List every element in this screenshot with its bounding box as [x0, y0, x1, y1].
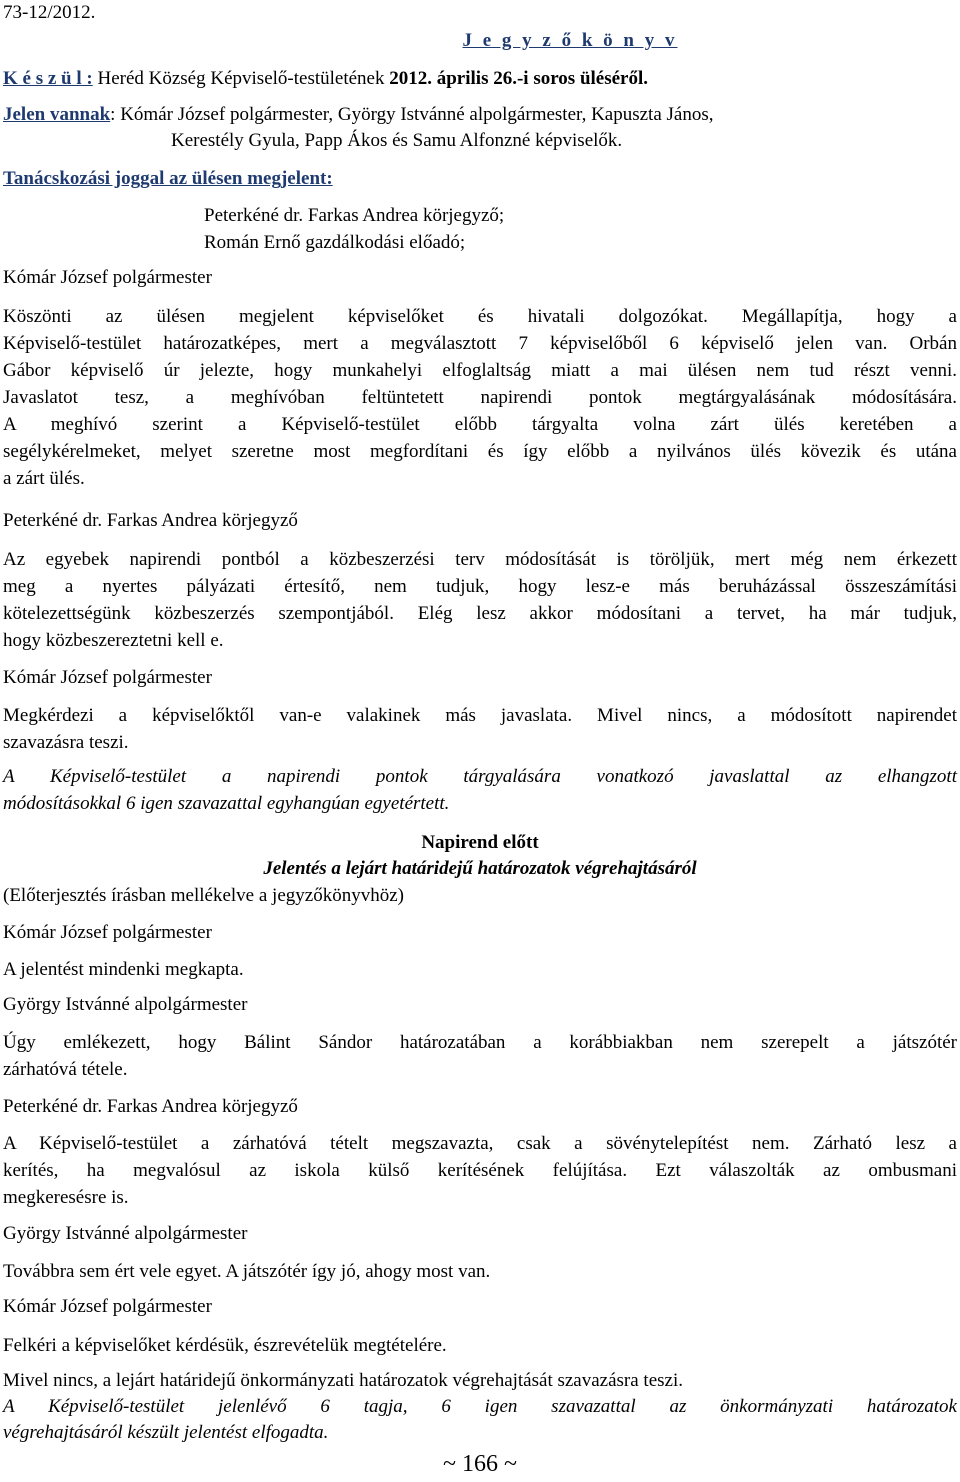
tanacs-line-2: Román Ernő gazdálkodási előadó; [204, 232, 466, 253]
paragraph-2-line-1: Az egyebek napirendi pontból a közbeszerzési terv módosítását is töröljük, mert még nem érkezett [3, 549, 957, 570]
paragraph-1-line-5: A meghívó szerint a Képviselő-testület előbb tárgyalta volna zárt ülés keretében a [3, 414, 957, 435]
paragraph-7-line-3: megkeresésre is. [3, 1187, 129, 1208]
paragraph-2-line-4: hogy közbeszereztetni kell e. [3, 630, 224, 651]
paragraph-1-line-4: Javaslatot tesz, a meghívóban feltüntetett napirendi pontok megtárgyalásának módosítására. [3, 387, 957, 408]
document-number: 73-12/2012. [3, 2, 96, 23]
agenda-subheading: Jelentés a lejárt határidejű határozatok végrehajtásáról [263, 858, 697, 879]
keszul-label: K é s z ü l : [3, 68, 93, 89]
paragraph-1-line-1: Köszönti az ülésen megjelent képviselőket és hivatali dolgozókat. Megállapítja, hogy a [3, 306, 957, 327]
resolution-1-line-2: módosításokkal 6 igen szavazattal egyhangúan egyetértett. [3, 793, 450, 814]
paragraph-7-line-2: kerítés, ha megvalósul az iskola külső kerítésének felújítása. Ezt válaszolták az ombusmani [3, 1160, 957, 1181]
jelen-label: Jelen vannak [3, 104, 111, 125]
resolution-2-line-2: végrehajtásáról készült jelentést elfogadta. [3, 1422, 329, 1443]
tanacs-label: Tanácskozási joggal az ülésen megjelent: [3, 168, 333, 189]
paragraph-1-line-6: segélykérelmeket, melyet szeretne most megfordítani és így előbb a nyilvános ülés kövezik és utána [3, 441, 957, 462]
speaker-4: Kómár József polgármester [3, 922, 212, 943]
paragraph-6-line-1: Úgy emlékezett, hogy Bálint Sándor határozatában a korábbiakban nem szerepelt a játszótér [3, 1032, 957, 1053]
paragraph-2-line-3: kötelezettségünk közbeszerzés szempontjából. Elég lesz akkor módosítani a tervet, ha már tudjuk, [3, 603, 957, 624]
paragraph-7-line-1: A Képviselő-testület a zárhatóvá tételt megszavazta, csak a sövénytelepítést nem. Zárható lesz a [3, 1133, 957, 1154]
paragraph-1-line-3: Gábor képviselő úr jelezte, hogy munkahelyi elfoglaltság miatt a mai ülésen nem tud részt venni. [3, 360, 957, 381]
paragraph-3-line-2: szavazásra teszi. [3, 732, 129, 753]
speaker-2: Peterkéné dr. Farkas Andrea körjegyző [3, 510, 298, 531]
speaker-3: Kómár József polgármester [3, 667, 212, 688]
speaker-7: György Istvánné alpolgármester [3, 1223, 248, 1244]
tanacs-line-1: Peterkéné dr. Farkas Andrea körjegyző; [204, 205, 505, 226]
paragraph-9: Felkéri a képviselőket kérdésük, észrevételük megtételére. [3, 1335, 447, 1356]
agenda-note: (Előterjesztés írásban mellékelve a jegyzőkönyvhöz) [3, 885, 404, 906]
paragraph-1-line-2: Képviselő-testület határozatképes, mert a megválasztott 7 képviselőből 6 képviselő jelen van. Orbán [3, 333, 957, 354]
jelen-line-2: Kerestély Gyula, Papp Ákos és Samu Alfonzné képviselők. [171, 130, 623, 151]
document-title: J e g y z ő k ö n y v [462, 30, 678, 51]
agenda-heading: Napirend előtt [421, 832, 539, 853]
paragraph-6-line-2: zárhatóvá tétele. [3, 1059, 128, 1080]
keszul-date: 2012. április 26.-i soros üléséről. [389, 68, 649, 89]
paragraph-10: Mivel nincs, a lejárt határidejű önkormányzati határozatok végrehajtását szavazásra teszi. [3, 1370, 684, 1391]
speaker-6: Peterkéné dr. Farkas Andrea körjegyző [3, 1096, 298, 1117]
speaker-5: György Istvánné alpolgármester [3, 994, 248, 1015]
paragraph-3-line-1: Megkérdezi a képviselőktől van-e valakinek más javaslata. Mivel nincs, a módosított napirendet [3, 705, 957, 726]
paragraph-2-line-2: meg a nyertes pályázati értesítő, nem tudjuk, hogy lesz-e más beruházással összeszámítási [3, 576, 957, 597]
paragraph-1-line-7: a zárt ülés. [3, 468, 85, 489]
speaker-8: Kómár József polgármester [3, 1296, 212, 1317]
paragraph-5: A jelentést mindenki megkapta. [3, 959, 244, 980]
resolution-2-line-1: A Képviselő-testület jelenlévő 6 tagja, 6 igen szavazattal az önkormányzati határozatok [3, 1396, 957, 1417]
keszul-line [3, 68, 957, 90]
paragraph-8: Továbbra sem ért vele egyet. A játszótér így jó, ahogy most van. [3, 1261, 491, 1282]
jelen-text: : Kómár József polgármester, György Istvánné alpolgármester, Kapuszta János, [110, 104, 714, 125]
resolution-1-line-1: A Képviselő-testület a napirendi pontok tárgyalására vonatkozó javaslattal az elhangzott [3, 766, 957, 787]
jelen-line [3, 104, 957, 126]
keszul-text: Heréd Község Képviselő-testületének [92, 68, 390, 89]
speaker-1: Kómár József polgármester [3, 267, 212, 288]
page-number: ~ 166 ~ [443, 1451, 517, 1477]
